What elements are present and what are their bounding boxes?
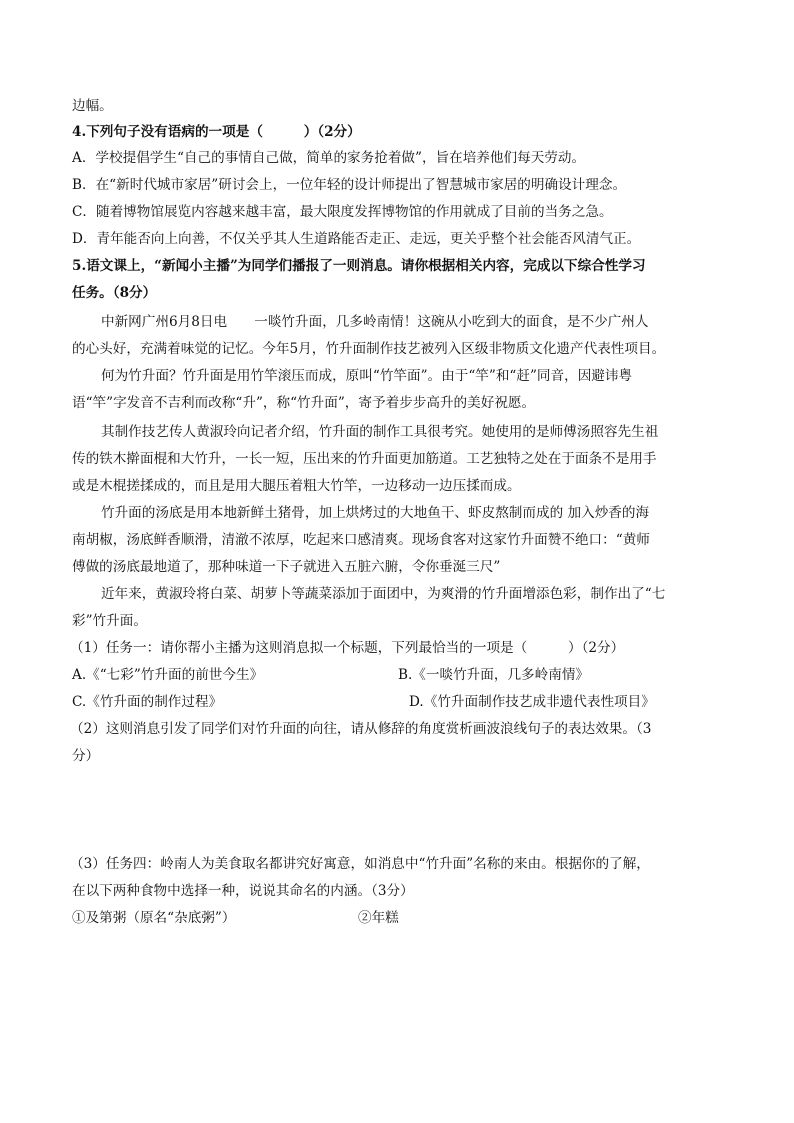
task-2-stem: （2）这则消息引发了同学们对竹升面的向往，请从修辞的角度赏析画波浪线句子的表达效果。（3 <box>70 721 652 737</box>
question-4-option-c: C．随着博物馆展览内容越来越丰富，最大限度发挥博物馆的作用就成了目前的当务之急。 <box>72 204 613 220</box>
news-paragraph-5-cont: 彩”竹升面。 <box>72 613 147 629</box>
news-paragraph-1: 中新网广州6月8日电 一啖竹升面，几多岭南情！这碗从小吃到大的面食，是不少广州人 <box>101 314 649 330</box>
news-paragraph-3: 其制作技艺传人黄淑玲向记者介绍，竹升面的制作工具很考究。她使用的是师傅汤照容先生祖 <box>101 424 659 440</box>
task-2-stem-cont: 分） <box>72 748 100 764</box>
question-4-option-a: A．学校提倡学生“自己的事情自己做，简单的家务抢着做”，旨在培养他们每天劳动。 <box>72 150 586 166</box>
task-1-option-c: C.《竹升面的制作过程》 <box>72 694 223 710</box>
task-1-option-b: B.《一啖竹升面，几多岭南情》 <box>398 667 590 683</box>
continued-line: 边幅。 <box>72 98 113 114</box>
news-paragraph-5: 近年来，黄淑玲将白菜、胡萝卜等蔬菜添加于面团中，为爽滑的竹升面增添色彩，制作出了“七 <box>101 586 666 602</box>
task-3-option-2: ②年糕 <box>358 910 399 926</box>
question-4-option-d: D．青年能否向上向善，不仅关乎其人生道路能否走正、走远，更关乎整个社会能否风清气正。 <box>72 231 641 247</box>
task-1-option-d: D.《竹升面制作技艺成非遗代表性项目》 <box>409 694 655 710</box>
question-5-stem: 5.语文课上，“新闻小主播”为同学们播报了一则消息。请你根据相关内容，完成以下综合性学习 <box>72 258 646 274</box>
news-paragraph-3-cont: 传的铁木擀面棍和大竹升，一长一短，压出来的竹升面更加筋道。工艺独特之处在于面条不是用手 <box>72 451 657 467</box>
news-paragraph-3-cont2: 或是木棍搓揉成的，而且是用大腿压着粗大竹竿，一边移动一边压揉而成。 <box>72 478 521 494</box>
task-1-stem: （1）任务一：请你帮小主播为这则消息拟一个标题，下列最恰当的一项是（ ）（2分） <box>70 640 625 656</box>
task-3-option-1: ①及第粥（原名“杂底粥”） <box>72 910 236 926</box>
news-paragraph-4: 竹升面的汤底是用本地新鲜土猪骨，加上烘烤过的大地鱼干、虾皮熬制而成的 加入炒香的海 <box>101 505 650 521</box>
question-5-stem-cont: 任务。（8分） <box>72 285 157 301</box>
news-paragraph-2-cont: 语“竿”字发音不吉利而改称“升”，称“竹升面”，寄予着步步高升的美好祝愿。 <box>72 395 536 411</box>
news-paragraph-1-cont: 的心头好，充满着味觉的记忆。今年5月，竹升面制作技艺被列入区级非物质文化遗产代表性项目。 <box>72 341 666 357</box>
news-paragraph-4-cont2: 傅做的汤底最地道了，那种味道一下子就进入五脏六腑，令你垂涎三尺” <box>72 559 501 575</box>
question-4-option-b: B．在“新时代城市家居”研讨会上，一位年轻的设计师提出了智慧城市家居的明确设计理念。 <box>72 177 627 193</box>
question-4-stem: 4.下列句子没有语病的一项是（ ）（2分） <box>72 124 361 140</box>
news-paragraph-2: 何为竹升面？竹升面是用竹竿滚压而成，原叫“竹竿面”。由于“竿”和“赶”同音，因避讳粤 <box>101 368 633 384</box>
task-1-option-a: A.《“七彩”竹升面的前世今生》 <box>72 667 264 683</box>
news-paragraph-4-cont: 南胡椒，汤底鲜香顺滑，清澈不浓厚，吃起来口感清爽。现场食客对这家竹升面赞不绝口：“黄师 <box>72 532 650 548</box>
task-3-stem: （3）任务四：岭南人为美食取名都讲究好寓意，如消息中“竹升面”名称的来由。根据你的了解， <box>70 856 650 872</box>
task-3-stem-cont: 在以下两种食物中选择一种，说说其命名的内涵。（3分） <box>72 883 414 899</box>
